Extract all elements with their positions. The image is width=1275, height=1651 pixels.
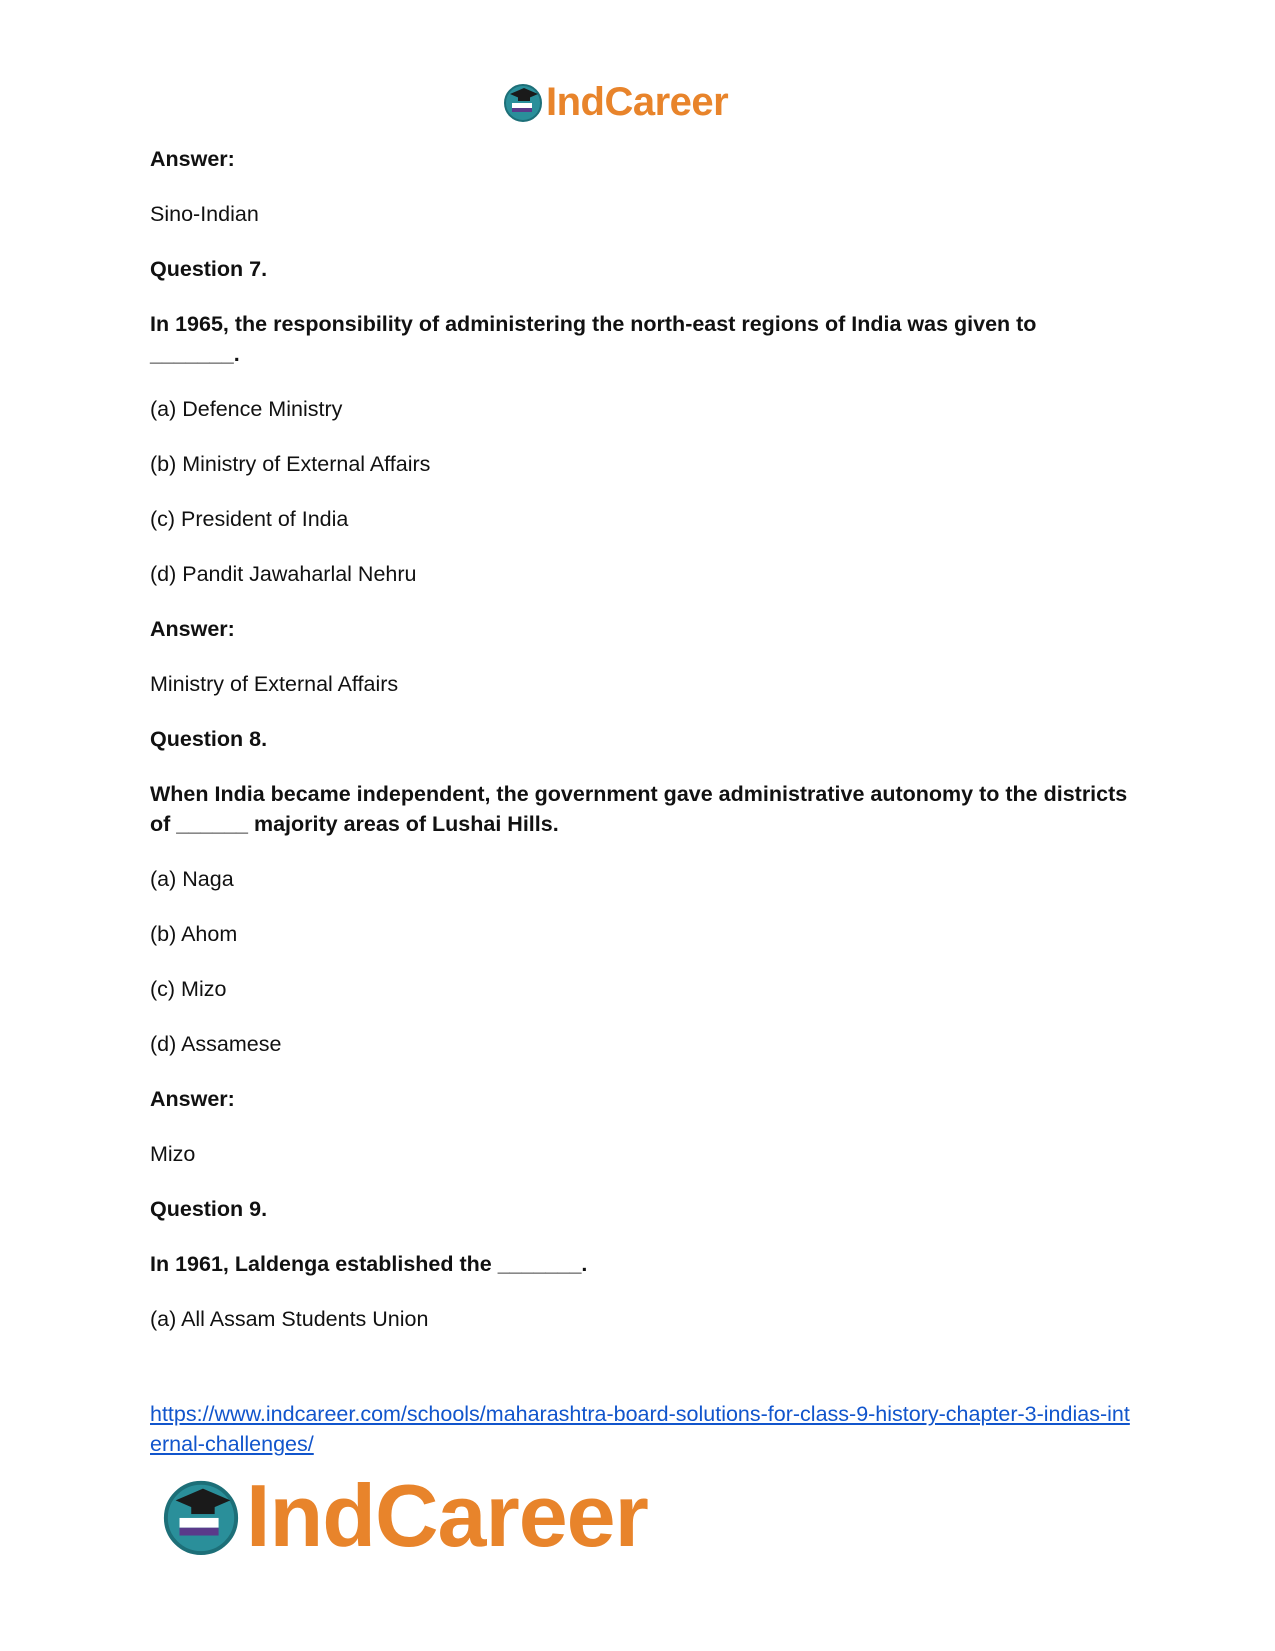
answer-option: (b) Ahom (150, 922, 238, 946)
answer-text: Ministry of External Affairs (150, 672, 399, 696)
question-number: Question 7. (150, 257, 268, 281)
answer-option: (a) Defence Ministry (150, 397, 343, 421)
answer-option: (d) Pandit Jawaharlal Nehru (150, 562, 417, 586)
question-text: In 1965, the responsibility of administering the north-east regions of India was given to _______. (150, 312, 1037, 366)
answer-text: Sino-Indian (150, 202, 259, 226)
question-text: In 1961, Laldenga established the _______. (150, 1252, 588, 1276)
answer-option: (a) All Assam Students Union (150, 1307, 429, 1331)
answer-option: (c) Mizo (150, 977, 227, 1001)
logo-wordmark: IndCareer (546, 80, 729, 124)
footer-logo (160, 1468, 648, 1564)
answer-option: (c) President of India (150, 507, 349, 531)
answer-text: Mizo (150, 1142, 196, 1166)
question-text: When India became independent, the government gave administrative autonomy to the districts of ______ majority areas of Lushai Hills. (150, 782, 1128, 836)
question-number: Question 9. (150, 1197, 268, 1221)
source-url-link[interactable]: https://www.indcareer.com/schools/maharashtra-board-solutions-for-class-9-history-chapter-3-indias-internal-challenges/ (150, 1402, 1130, 1456)
answer-option: (b) Ministry of External Affairs (150, 452, 431, 476)
answer-label: Answer: (150, 1087, 235, 1111)
source-link-block (150, 1399, 1140, 1459)
graduation-globe-icon (502, 81, 544, 123)
answer-label: Answer: (150, 617, 235, 641)
logo-wordmark: IndCareer (246, 1466, 648, 1565)
graduation-globe-icon (160, 1475, 242, 1557)
document-body (150, 144, 1130, 1359)
answer-option: (a) Naga (150, 867, 234, 891)
header-logo (502, 78, 728, 126)
question-number: Question 8. (150, 727, 268, 751)
answer-option: (d) Assamese (150, 1032, 282, 1056)
answer-label: Answer: (150, 147, 235, 171)
